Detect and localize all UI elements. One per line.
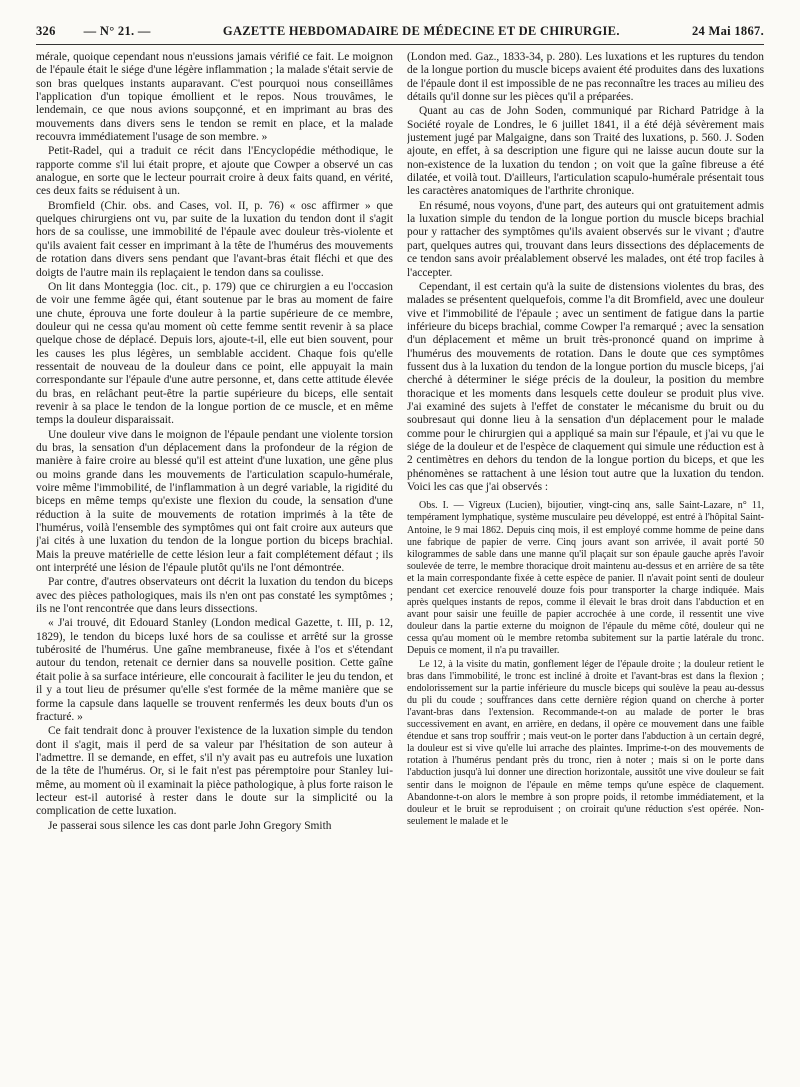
paragraph: (London med. Gaz., 1833-34, p. 280). Les luxations et les ruptures du tendon de la longue portion du muscle biceps avaient été produites dans des luxations de l'épaule dont il est impossible de ne pas reconnaître les traces au milieu des détails qu'il donne sur les pièces qu'il a préparées. [407,51,764,104]
paragraph: On lit dans Monteggia (loc. cit., p. 179) que ce chirurgien a eu l'occasion de voir une femme âgée qui, étant soutenue par le bras au moment de faire une chute, éprouva une forte douleur à la partie supérieure de ce membre, douleur qui ne cessa qu'au moment où cette femme sentit revenir à sa place quelque chose de déplacé. Depuis lors, ajoute-t-il, elle eut bien souvent, pour les causes les plus légères, un semblable accident. Chaque fois qu'elle ressentait de nouveau de la douleur dans ce point, elle appuyait la main correspondante sur l'épaule d'une autre personne, et, dans cette attitude élevée du bras, en relâchant peut-être la partie supérieure du biceps, elle sentait revenir à sa place le tendon de la longue portion de ce muscle, et en même temps la douleur disparaissait. [36,280,393,427]
issue-date: 24 Mai 1867. [692,24,764,38]
paragraph: Une douleur vive dans le moignon de l'épaule pendant une violente torsion du bras, la sensation d'un déplacement dans la profondeur de la région de manière à faire croire au blessé qu'il est atteint d'une luxation, une gêne plus ou moins grande dans les mouvements de l'articulation scapulo-humérale, voire même l'immobilité, de l'inflammation à un degré variable, la rigidité du biceps en même temps qu'existe une flexion du coude, la sensation d'une réduction à la suite de mouvements de rotation imprimés à la tête de l'humérus, voilà l'ensemble des symptômes qui ont fait croire aux auteurs que j'ai cités à une luxation du tendon de la longue portion du biceps brachial. Mais la preuve matérielle de cette lésion leur a fait complétement défaut ; ils ont interprété une lésion de l'épaule plutôt qu'ils ne l'ont démontrée. [36,428,393,575]
paragraph: Petit-Radel, qui a traduit ce récit dans l'Encyclopédie méthodique, le rapporte comme s'il lui était propre, et ajoute que Cowper a observé un cas analogue, en sorte que le lecteur pourrait croire à deux faits quand, en vérité, ces deux faits se réduisent à un. [36,145,393,198]
paragraph: Cependant, il est certain qu'à la suite de distensions violentes du bras, des malades se présentent quelquefois, comme l'a dit Bromfield, avec une douleur vive et l'immobilité de l'épaule ; avec un sentiment de fatigue dans la partie inférieure du biceps brachial, comme Cowper l'a remarqué ; avec la sensation d'un déplacement et même un bruit très-prononcé quand on imprime à l'humérus des mouvements de rotation. Dans le doute que ces symptômes fussent dus à la luxation du tendon de la longue portion du muscle biceps, j'ai cherché à déterminer le siége précis de la douleur, la position du membre thoracique et les moments dans lesquels cette douleur se produit plus vive. J'ai examiné des sujets à l'effet de constater le mécanisme du bruit ou du soubresaut qui donne lieu à la sensation d'un déplacement pour le malade comme pour le chirurgien qui a appliqué sa main sur l'épaule, et j'ai vu que le siége de la douleur et de l'espèce de claquement qui simule une réduction est à 2 centimètres en dehors du tendon de la longue portion du biceps, et que les phénomènes se rattachent à une lésion tout autre que la luxation du tendon. Voici les cas que j'ai observés : [407,280,764,493]
observation-paragraph: Le 12, à la visite du matin, gonflement léger de l'épaule droite ; la douleur retient le bras dans l'immobilité, le tronc est incliné à droite et l'avant-bras est dans la flexion ; endolorissement sur la partie inférieure du muscle biceps qui soulève la peau au-dessus du pli du coude ; souffrances dans cette dernière région quand on cherche à porter l'avant-bras dans l'extension. Recommande-t-on au malade de porter le bras successivement en avant, en arrière, en dedans, il opère ce mouvement dans une faible étendue et sans trop souffrir ; mais veut-on le porter dans l'abduction à un certain degré, la douleur est si vive qu'elle lui arrache des plaintes. Imprime-t-on des mouvements de rotation à l'humérus pendant près du tronc, rien à noter ; mais si on le porte dans l'abduction jusqu'à lui donner une direction horizontale, aussitôt une vive douleur se fait sentir dans le moignon de l'épaule en même temps qu'une espèce de claquement. Abandonne-t-on alors le membre à son propre poids, il retombe immédiatement, et la douleur et le bruit se reproduisent ; on croirait qu'une réduction s'est opérée. Non-seulement le malade et le [407,658,764,827]
right-column [407,51,764,833]
paragraph: Bromfield (Chir. obs. and Cases, vol. II, p. 76) « osc affirmer » que quelques chirurgiens ont vu, par suite de la luxation du tendon dont il s'agit hors de sa coulisse, une immobilité de l'épaule avec douleur très-violente et qu'ils avaient fait cesser en imprimant à la tête de l'humérus des mouvements de rotation dans divers sens pendant que l'avant-bras était fléchi et que des doigts de l'autre main ils replaçaient le tendon dans sa coulisse. [36,199,393,279]
text-columns [36,51,764,833]
paragraph: Ce fait tendrait donc à prouver l'existence de la luxation simple du tendon dont il s'agit, mais il perd de sa valeur par l'hésitation de son auteur à l'admettre. Il se demande, en effet, s'il n'y avait pas eu autrefois une luxation de la tête de l'humérus. Or, si le fait n'est pas péremptoire pour Stanley lui-même, au moment où il examinait la pièce pathologique, à plus forte raison le lecteur est-il autorisé à rester dans le doute sur la simplicité ou la complication de cette luxation. [36,725,393,818]
issue-number: — N° 21. — [83,24,151,38]
paragraph: mérale, quoique cependant nous n'eussions jamais vérifié ce fait. Le moignon de l'épaule était le siége d'une légère inflammation ; la malade s'était servie de son bras quelques instants auparavant. C'est pourquoi nous conseillâmes l'application d'un topique émollient et le repos. Nous trouvâmes, le lendemain, ce que nous avions soupçonné, et en imprimant au bras des mouvements dans divers sens le tendon se remit en place, et la malade recouvra immédiatement l'usage de son membre. » [36,51,393,144]
observation-paragraph: Obs. I. — Vigreux (Lucien), bijoutier, vingt-cinq ans, salle Saint-Lazare, n° 11, tempérament lymphatique, système musculaire peu développé, est entré à l'hôpital Saint-Antoine, le 9 mai 1862. Depuis cinq mois, il est employé comme homme de peine dans une fabrique de papier de verre. Cinq jours avant son arrivée, il avait porté 50 kilogrammes de sable dans une manne qu'il plaçait sur son épaule gauche après l'avoir soulevée de terre, le membre thoracique droit maintenu au-dessus et en arrière de sa tête et la main correspondante fixée à cette espèce de panier. Il n'avait point senti de douleur pendant cet exercice renouvelé douze fois pour transporter la charge indiquée. Mais après quelques instants de repos, comme il élevait le bras droit dans l'abduction et en avant pour saisir une feuille de papier accrochée à une corde, il ressentit une vive douleur dans la partie externe du moignon de l'épaule du même côté, douleur qui ne cessa qu'au moment où le membre retomba subitement sur la partie latérale du tronc. Depuis ce moment, il n'a pu travailler. [407,500,764,657]
paragraph: Quant au cas de John Soden, communiqué par Richard Patridge à la Société royale de Londres, le 6 juillet 1841, il a été déjà sévèrement mais justement jugé par Malgaigne, dans son Traité des luxations, p. 560. J. Soden ajoute, en effet, à sa description une figure qui ne laisse aucun doute sur la non-existence de la luxation du tendon ; on voit que la gaîne fibreuse a été dilatée, et voilà tout. D'ailleurs, l'articulation scapulo-humérale présentait tous les caractères anatomiques de l'arthrite chronique. [407,105,764,198]
paragraph: Je passerai sous silence les cas dont parle John Gregory Smith [48,819,332,832]
journal-title: GAZETTE HEBDOMADAIRE DE MÉDECINE ET DE CHIRURGIE. [222,24,620,38]
page-header [36,24,764,45]
paragraph: En résumé, nous voyons, d'une part, des auteurs qui ont gratuitement admis la luxation simple du tendon de la longue portion du muscle biceps brachial pour y rattacher des symptômes qu'ils avaient observés sur le vivant ; d'autre part, quelques autres qui, trouvant dans leurs dissections des déplacements de ce tendon sans avoir préalablement observé les malades, ont été trop faciles à l'accepter. [407,199,764,279]
paragraph: Par contre, d'autres observateurs ont décrit la luxation du tendon du biceps avec des pièces pathologiques, mais ils n'en ont pas constaté les symptômes ; ils ne l'ont rencontrée que dans leurs dissections. [36,576,393,616]
left-column [36,51,393,833]
page-number: 326 [36,24,56,38]
paragraph: « J'ai trouvé, dit Edouard Stanley (London medical Gazette, t. III, p. 12, 1829), le tendon du biceps luxé hors de sa coulisse et arrêté sur la grosse tubérosité de l'humérus. Une gaîne membraneuse, fixée à l'os et s'étendant autour du tendon, retenait ce dernier dans sa nouvelle position. Cette gaîne était polie à sa surface intérieure, elle concourait à faciliter le jeu du tendon, et il y a tout lieu de présumer qu'elle s'est formée de la même manière que se forme la capsule dans laquelle se trouvent renfermés les deux bouts d'un os fracturé. » [36,617,393,723]
observation-block [407,500,764,828]
